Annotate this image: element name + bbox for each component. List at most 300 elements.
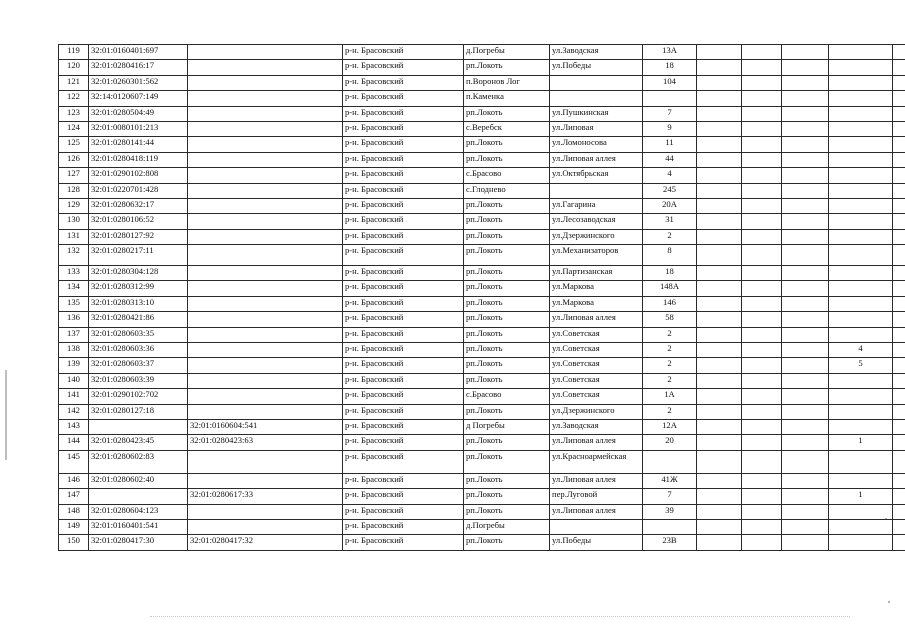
linked-cadastral-number-cell <box>188 404 343 419</box>
apartment-number-cell <box>829 281 893 296</box>
empty-cell <box>893 198 905 213</box>
empty-cell <box>782 45 829 60</box>
apartment-number-cell <box>829 296 893 311</box>
empty-cell <box>697 60 742 75</box>
table-row <box>59 358 905 373</box>
cadastral-number-cell: 32:01:0280421:86 <box>89 312 188 327</box>
apartment-number-cell <box>829 229 893 244</box>
apartment-number-cell <box>829 91 893 106</box>
settlement-cell: п.Каменка <box>464 91 550 106</box>
street-cell: ул.Механизаторов <box>550 245 643 266</box>
linked-cadastral-number-cell <box>188 389 343 404</box>
linked-cadastral-number-cell <box>188 312 343 327</box>
cadastral-number-cell <box>89 419 188 434</box>
street-cell: ул.Маркова <box>550 281 643 296</box>
cadastral-number-cell: 32:01:0280418:119 <box>89 152 188 167</box>
empty-cell <box>742 75 782 90</box>
house-number-cell: 245 <box>643 183 697 198</box>
district-cell: р-н. Брасовский <box>343 106 464 121</box>
empty-cell <box>893 91 905 106</box>
empty-cell <box>782 152 829 167</box>
street-cell: ул.Советская <box>550 327 643 342</box>
apartment-number-cell <box>829 389 893 404</box>
empty-cell <box>893 504 905 519</box>
house-number-cell: 148А <box>643 281 697 296</box>
empty-cell <box>893 327 905 342</box>
street-cell: ул.Дзержинского <box>550 404 643 419</box>
apartment-number-cell: 1 <box>829 435 893 450</box>
street-cell: ул.Советская <box>550 343 643 358</box>
street-cell: ул.Советская <box>550 389 643 404</box>
empty-cell <box>782 435 829 450</box>
table-row <box>59 312 905 327</box>
settlement-cell: рп.Локоть <box>464 198 550 213</box>
empty-cell <box>697 152 742 167</box>
settlement-cell: рп.Локоть <box>464 535 550 550</box>
empty-cell <box>742 343 782 358</box>
row-number: 132 <box>59 245 89 266</box>
empty-cell <box>782 198 829 213</box>
empty-cell <box>893 183 905 198</box>
empty-cell <box>697 137 742 152</box>
empty-cell <box>893 152 905 167</box>
apartment-number-cell: 5 <box>829 358 893 373</box>
street-cell: ул.Заводская <box>550 419 643 434</box>
table-row <box>59 137 905 152</box>
apartment-number-cell <box>829 214 893 229</box>
district-cell: р-н. Брасовский <box>343 519 464 534</box>
apartment-number-cell <box>829 137 893 152</box>
empty-cell <box>697 214 742 229</box>
table-row <box>59 214 905 229</box>
row-number: 147 <box>59 489 89 504</box>
empty-cell <box>893 519 905 534</box>
table-row <box>59 121 905 136</box>
house-number-cell: 8 <box>643 245 697 266</box>
linked-cadastral-number-cell: 32:01:0280417:32 <box>188 535 343 550</box>
row-number: 140 <box>59 373 89 388</box>
district-cell: р-н. Брасовский <box>343 343 464 358</box>
empty-cell <box>893 489 905 504</box>
row-number: 144 <box>59 435 89 450</box>
apartment-number-cell <box>829 312 893 327</box>
house-number-cell: 31 <box>643 214 697 229</box>
cadastral-number-cell: 32:01:0260301:562 <box>89 75 188 90</box>
empty-cell <box>742 183 782 198</box>
empty-cell <box>697 121 742 136</box>
row-number: 119 <box>59 45 89 60</box>
empty-cell <box>893 535 905 550</box>
empty-cell <box>782 473 829 488</box>
street-cell <box>550 75 643 90</box>
table-row <box>59 75 905 90</box>
street-cell <box>550 519 643 534</box>
table-row <box>59 435 905 450</box>
cadastral-number-cell: 32:01:0280417:30 <box>89 535 188 550</box>
settlement-cell: с.Веребск <box>464 121 550 136</box>
empty-cell <box>742 45 782 60</box>
settlement-cell: с.Брасово <box>464 168 550 183</box>
apartment-number-cell <box>829 106 893 121</box>
linked-cadastral-number-cell <box>188 473 343 488</box>
street-cell <box>550 183 643 198</box>
district-cell: р-н. Брасовский <box>343 296 464 311</box>
row-number: 123 <box>59 106 89 121</box>
district-cell: р-н. Брасовский <box>343 419 464 434</box>
street-cell: ул.Липовая аллея <box>550 312 643 327</box>
house-number-cell: 104 <box>643 75 697 90</box>
cadastral-number-cell: 32:01:0280603:39 <box>89 373 188 388</box>
empty-cell <box>782 281 829 296</box>
empty-cell <box>697 75 742 90</box>
empty-cell <box>697 312 742 327</box>
linked-cadastral-number-cell <box>188 504 343 519</box>
settlement-cell: рп.Локоть <box>464 296 550 311</box>
street-cell: ул.Советская <box>550 358 643 373</box>
table-row <box>59 296 905 311</box>
apartment-number-cell <box>829 245 893 266</box>
empty-cell <box>782 535 829 550</box>
row-number: 137 <box>59 327 89 342</box>
empty-cell <box>893 435 905 450</box>
cadastral-number-cell: 32:14:0120607:149 <box>89 91 188 106</box>
row-number: 131 <box>59 229 89 244</box>
cadastral-number-cell: 32:01:0220701:428 <box>89 183 188 198</box>
row-number: 138 <box>59 343 89 358</box>
apartment-number-cell <box>829 504 893 519</box>
table-row <box>59 60 905 75</box>
empty-cell <box>893 404 905 419</box>
row-number: 134 <box>59 281 89 296</box>
apartment-number-cell <box>829 519 893 534</box>
linked-cadastral-number-cell <box>188 137 343 152</box>
district-cell: р-н. Брасовский <box>343 435 464 450</box>
empty-cell <box>697 450 742 473</box>
district-cell: р-н. Брасовский <box>343 450 464 473</box>
linked-cadastral-number-cell <box>188 229 343 244</box>
empty-cell <box>893 121 905 136</box>
settlement-cell: д.Погребы <box>464 519 550 534</box>
district-cell: р-н. Брасовский <box>343 152 464 167</box>
table-row <box>59 266 905 281</box>
row-number: 121 <box>59 75 89 90</box>
empty-cell <box>742 389 782 404</box>
linked-cadastral-number-cell <box>188 214 343 229</box>
apartment-number-cell <box>829 121 893 136</box>
empty-cell <box>782 168 829 183</box>
house-number-cell: 44 <box>643 152 697 167</box>
settlement-cell: рп.Локоть <box>464 152 550 167</box>
empty-cell <box>742 214 782 229</box>
house-number-cell: 20 <box>643 435 697 450</box>
cadastral-number-cell: 32:01:0280602:83 <box>89 450 188 473</box>
cadastral-number-cell: 32:01:0280604:123 <box>89 504 188 519</box>
house-number-cell: 7 <box>643 106 697 121</box>
apartment-number-cell <box>829 60 893 75</box>
apartment-number-cell: 4 <box>829 343 893 358</box>
row-number: 150 <box>59 535 89 550</box>
row-number: 124 <box>59 121 89 136</box>
apartment-number-cell <box>829 45 893 60</box>
house-number-cell: 2 <box>643 327 697 342</box>
empty-cell <box>697 419 742 434</box>
cadastral-number-cell: 32:01:0280304:128 <box>89 266 188 281</box>
table-row <box>59 373 905 388</box>
empty-cell <box>742 312 782 327</box>
district-cell: р-н. Брасовский <box>343 137 464 152</box>
empty-cell <box>697 45 742 60</box>
table-row <box>59 419 905 434</box>
cadastral-number-cell: 32:01:0280504:49 <box>89 106 188 121</box>
district-cell: р-н. Брасовский <box>343 60 464 75</box>
empty-cell <box>782 106 829 121</box>
settlement-cell: рп.Локоть <box>464 450 550 473</box>
empty-cell <box>893 373 905 388</box>
linked-cadastral-number-cell <box>188 60 343 75</box>
house-number-cell <box>643 450 697 473</box>
empty-cell <box>697 373 742 388</box>
house-number-cell: 41Ж <box>643 473 697 488</box>
empty-cell <box>742 281 782 296</box>
house-number-cell: 2 <box>643 229 697 244</box>
district-cell: р-н. Брасовский <box>343 281 464 296</box>
empty-cell <box>742 60 782 75</box>
cadastral-number-cell: 32:01:0280217:11 <box>89 245 188 266</box>
cadastral-number-cell: 32:01:0290102:702 <box>89 389 188 404</box>
row-number: 126 <box>59 152 89 167</box>
street-cell: ул.Маркова <box>550 296 643 311</box>
cadastral-number-cell: 32:01:0160401:541 <box>89 519 188 534</box>
district-cell: р-н. Брасовский <box>343 229 464 244</box>
apartment-number-cell <box>829 473 893 488</box>
linked-cadastral-number-cell <box>188 327 343 342</box>
linked-cadastral-number-cell <box>188 245 343 266</box>
empty-cell <box>742 296 782 311</box>
cadastral-number-cell: 32:01:0280416:17 <box>89 60 188 75</box>
empty-cell <box>742 404 782 419</box>
apartment-number-cell <box>829 266 893 281</box>
table-row <box>59 198 905 213</box>
settlement-cell: рп.Локоть <box>464 214 550 229</box>
settlement-cell: рп.Локоть <box>464 343 550 358</box>
empty-cell <box>782 296 829 311</box>
empty-cell <box>697 389 742 404</box>
empty-cell <box>893 266 905 281</box>
district-cell: р-н. Брасовский <box>343 404 464 419</box>
settlement-cell: рп.Локоть <box>464 106 550 121</box>
table-row <box>59 106 905 121</box>
row-number: 139 <box>59 358 89 373</box>
registry-table <box>58 44 905 551</box>
settlement-cell: п.Воронов Лог <box>464 75 550 90</box>
table-row <box>59 343 905 358</box>
row-number: 148 <box>59 504 89 519</box>
empty-cell <box>893 419 905 434</box>
settlement-cell: с.Глоднево <box>464 183 550 198</box>
table-row <box>59 504 905 519</box>
empty-cell <box>742 168 782 183</box>
linked-cadastral-number-cell <box>188 91 343 106</box>
apartment-number-cell <box>829 450 893 473</box>
street-cell: ул.Гагарина <box>550 198 643 213</box>
table-row <box>59 183 905 198</box>
empty-cell <box>893 60 905 75</box>
empty-cell <box>893 389 905 404</box>
row-number: 146 <box>59 473 89 488</box>
street-cell: ул.Липовая аллея <box>550 435 643 450</box>
house-number-cell: 11 <box>643 137 697 152</box>
empty-cell <box>893 343 905 358</box>
empty-cell <box>782 229 829 244</box>
empty-cell <box>742 450 782 473</box>
empty-cell <box>697 435 742 450</box>
street-cell: пер.Луговой <box>550 489 643 504</box>
empty-cell <box>697 489 742 504</box>
house-number-cell: 7 <box>643 489 697 504</box>
linked-cadastral-number-cell <box>188 343 343 358</box>
empty-cell <box>893 75 905 90</box>
empty-cell <box>893 106 905 121</box>
district-cell: р-н. Брасовский <box>343 473 464 488</box>
linked-cadastral-number-cell <box>188 198 343 213</box>
empty-cell <box>782 137 829 152</box>
empty-cell <box>893 473 905 488</box>
house-number-cell: 12А <box>643 419 697 434</box>
district-cell: р-н. Брасовский <box>343 45 464 60</box>
district-cell: р-н. Брасовский <box>343 266 464 281</box>
empty-cell <box>782 404 829 419</box>
empty-cell <box>697 535 742 550</box>
row-number: 133 <box>59 266 89 281</box>
linked-cadastral-number-cell <box>188 168 343 183</box>
settlement-cell: рп.Локоть <box>464 489 550 504</box>
cadastral-number-cell: 32:01:0280127:92 <box>89 229 188 244</box>
empty-cell <box>742 229 782 244</box>
street-cell: ул.Липовая <box>550 121 643 136</box>
empty-cell <box>742 489 782 504</box>
apartment-number-cell <box>829 535 893 550</box>
house-number-cell <box>643 91 697 106</box>
empty-cell <box>697 106 742 121</box>
apartment-number-cell <box>829 404 893 419</box>
house-number-cell: 2 <box>643 358 697 373</box>
settlement-cell: д Погребы <box>464 419 550 434</box>
linked-cadastral-number-cell: 32:01:0280423:63 <box>188 435 343 450</box>
settlement-cell: рп.Локоть <box>464 229 550 244</box>
settlement-cell: д.Погребы <box>464 45 550 60</box>
empty-cell <box>697 183 742 198</box>
street-cell: ул.Липовая аллея <box>550 473 643 488</box>
empty-cell <box>893 450 905 473</box>
row-number: 130 <box>59 214 89 229</box>
apartment-number-cell <box>829 183 893 198</box>
linked-cadastral-number-cell <box>188 45 343 60</box>
street-cell: ул.Лесозаводская <box>550 214 643 229</box>
cadastral-number-cell: 32:01:0280603:36 <box>89 343 188 358</box>
empty-cell <box>782 389 829 404</box>
empty-cell <box>697 229 742 244</box>
empty-cell <box>697 404 742 419</box>
settlement-cell: рп.Локоть <box>464 281 550 296</box>
apartment-number-cell <box>829 327 893 342</box>
linked-cadastral-number-cell: 32:01:0160604:541 <box>188 419 343 434</box>
settlement-cell: рп.Локоть <box>464 266 550 281</box>
apartment-number-cell: 1 <box>829 489 893 504</box>
house-number-cell: 18 <box>643 266 697 281</box>
linked-cadastral-number-cell <box>188 358 343 373</box>
empty-cell <box>697 519 742 534</box>
street-cell: ул.Липовая аллея <box>550 504 643 519</box>
district-cell: р-н. Брасовский <box>343 245 464 266</box>
linked-cadastral-number-cell <box>188 121 343 136</box>
linked-cadastral-number-cell <box>188 373 343 388</box>
empty-cell <box>742 152 782 167</box>
house-number-cell: 9 <box>643 121 697 136</box>
empty-cell <box>893 137 905 152</box>
row-number: 127 <box>59 168 89 183</box>
empty-cell <box>782 504 829 519</box>
empty-cell <box>893 229 905 244</box>
street-cell: ул.Красноармейская <box>550 450 643 473</box>
scan-edge-mark <box>5 370 7 460</box>
row-number: 136 <box>59 312 89 327</box>
district-cell: р-н. Брасовский <box>343 168 464 183</box>
empty-cell <box>782 214 829 229</box>
cadastral-number-cell: 32:01:0280423:45 <box>89 435 188 450</box>
empty-cell <box>742 504 782 519</box>
empty-cell <box>782 519 829 534</box>
row-number: 142 <box>59 404 89 419</box>
empty-cell <box>893 245 905 266</box>
apartment-number-cell <box>829 419 893 434</box>
empty-cell <box>893 214 905 229</box>
street-cell: ул.Пушкинская <box>550 106 643 121</box>
house-number-cell: 20А <box>643 198 697 213</box>
empty-cell <box>742 266 782 281</box>
district-cell: р-н. Брасовский <box>343 489 464 504</box>
empty-cell <box>697 358 742 373</box>
empty-cell <box>782 266 829 281</box>
empty-cell <box>742 419 782 434</box>
empty-cell <box>742 137 782 152</box>
table-row <box>59 489 905 504</box>
empty-cell <box>697 296 742 311</box>
district-cell: р-н. Брасовский <box>343 198 464 213</box>
house-number-cell: 23В <box>643 535 697 550</box>
house-number-cell: 13А <box>643 45 697 60</box>
empty-cell <box>742 473 782 488</box>
empty-cell <box>893 296 905 311</box>
empty-cell <box>697 168 742 183</box>
empty-cell <box>782 373 829 388</box>
linked-cadastral-number-cell <box>188 183 343 198</box>
cadastral-number-cell: 32:01:0290102:808 <box>89 168 188 183</box>
district-cell: р-н. Брасовский <box>343 121 464 136</box>
empty-cell <box>742 121 782 136</box>
empty-cell <box>742 245 782 266</box>
empty-cell <box>782 450 829 473</box>
empty-cell <box>742 327 782 342</box>
house-number-cell: 146 <box>643 296 697 311</box>
apartment-number-cell <box>829 168 893 183</box>
district-cell: р-н. Брасовский <box>343 214 464 229</box>
table-row <box>59 152 905 167</box>
settlement-cell: рп.Локоть <box>464 435 550 450</box>
table-row <box>59 519 905 534</box>
empty-cell <box>782 489 829 504</box>
empty-cell <box>782 419 829 434</box>
house-number-cell: 39 <box>643 504 697 519</box>
